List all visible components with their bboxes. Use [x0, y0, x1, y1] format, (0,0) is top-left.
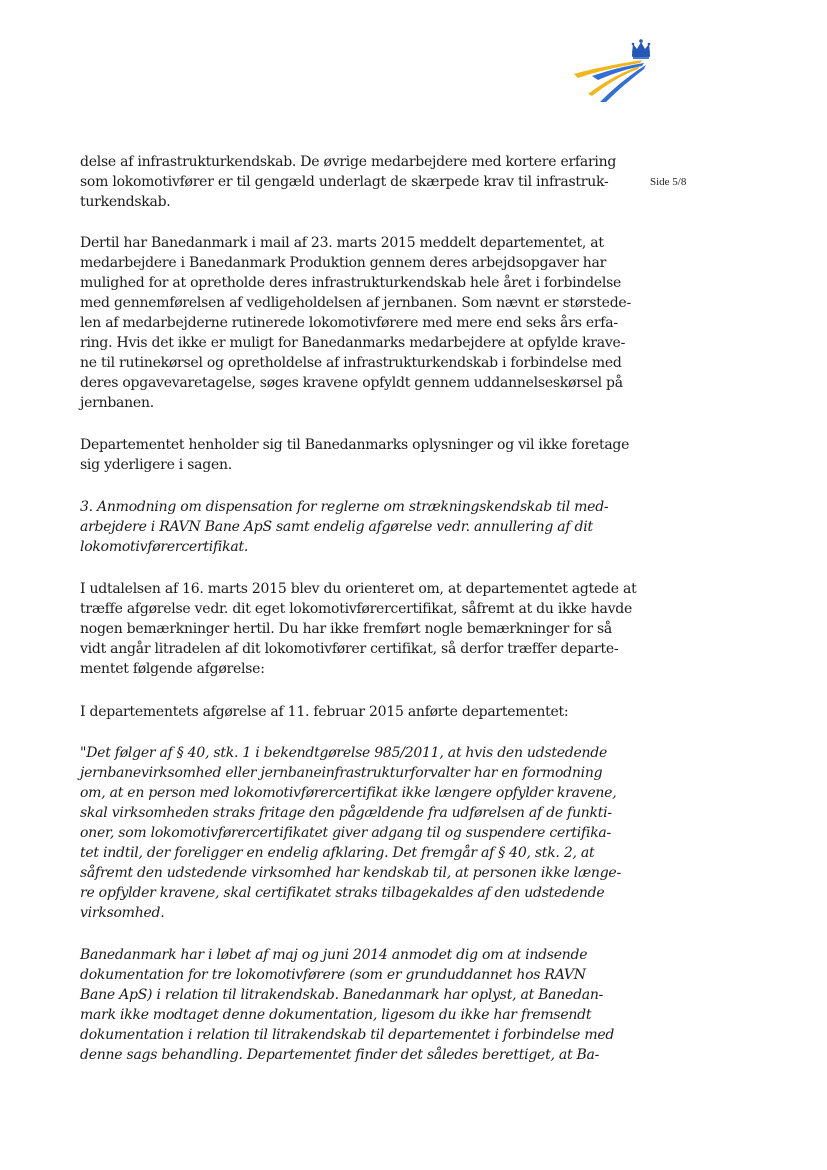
text-line: I departementets afgørelse af 11. februar 2015 anførte departementet: [80, 704, 569, 720]
paragraph-decision-11-february [80, 702, 600, 722]
quote-line: "Det følger af § 40, stk. 1 i bekendtgørelse 985/2011, at hvis den udstedende [80, 745, 607, 761]
quote-paragraph-regulation [80, 743, 621, 923]
quote-line: tet indtil, der foreligger en endelig afklaring. Det fremgår af § 40, stk. 2, at [80, 845, 595, 861]
quote-line: re opfylder kravene, skal certifikatet straks tilbagekaldes af den udstedende [80, 885, 605, 901]
paragraph-statement-16-march [80, 579, 637, 679]
heading-line: lokomotivførercertifikat. [80, 539, 249, 555]
quote-paragraph-documentation [80, 945, 615, 1065]
quote-line: om, at en person med lokomotivførercertifikat ikke længere opfylder kravene, [80, 785, 617, 801]
text-line: medarbejdere i Banedanmark Produktion gennem deres arbejdsopgaver har [80, 255, 607, 271]
document-body [80, 150, 637, 1065]
text-line: jernbanen. [80, 395, 154, 411]
heading-line: arbejdere i RAVN Bane ApS samt endelig afgørelse vedr. annullering af dit [80, 519, 593, 535]
text-line: mentet følgende afgørelse: [80, 661, 265, 677]
text-line: Departementet henholder sig til Banedanmarks oplysninger og vil ikke foretage [80, 437, 630, 453]
quote-line: Banedanmark har i løbet af maj og juni 2014 anmodet dig om at indsende [80, 947, 588, 963]
text-line: I udtalelsen af 16. marts 2015 blev du orienteret om, at departementet agtede at [80, 581, 637, 597]
text-line: deres opgavevaretagelse, søges kravene opfyldt gennem uddannelseskørsel på [80, 375, 623, 391]
quote-line: såfremt den udstedende virksomhed har kendskab til, at personen ikke længe- [80, 865, 621, 881]
section-heading-3 [80, 497, 609, 557]
crown-icon [632, 39, 651, 59]
text-line: med gennemførelsen af vedligeholdelsen af jernbanen. Som nævnt er størstede- [80, 295, 631, 311]
text-line: mulighed for at opretholde deres infrastrukturkendskab hele året i forbindelse [80, 275, 622, 291]
page-number: Side 5/8 [650, 176, 687, 188]
text-line: nogen bemærkninger hertil. Du har ikke fremført nogle bemærkninger for så [80, 621, 612, 637]
quote-line: oner, som lokomotivførercertifikatet giver adgang til og suspendere certifika- [80, 825, 611, 841]
text-line: som lokomotivfører er til gengæld underlagt de skærpede krav til infrastruk- [80, 174, 609, 190]
text-line: turkendskab. [80, 194, 171, 210]
crown-with-rail-tracks-logo-icon [570, 38, 662, 104]
text-line: len af medarbejderne rutinerede lokomotivførere med mere end seks års erfa- [80, 315, 618, 331]
quote-line: virksomhed. [80, 905, 165, 921]
quote-line: denne sags behandling. Departementet finder det således berettiget, at Ba- [80, 1047, 600, 1063]
quote-line: mark ikke modtaget denne dokumentation, ligesom du ikke har fremsendt [80, 1007, 592, 1023]
heading-line: 3. Anmodning om dispensation for reglerne om strækningskendskab til med- [80, 499, 609, 515]
text-line: træffe afgørelse vedr. dit eget lokomotivførercertifikat, såfremt at du ikke havde [80, 601, 633, 617]
text-line: ring. Hvis det ikke er muligt for Banedanmarks medarbejdere at opfylde krave- [80, 335, 626, 351]
paragraph-banedanmark-mail [80, 233, 631, 413]
text-line: Dertil har Banedanmark i mail af 23. marts 2015 meddelt departementet, at [80, 235, 604, 251]
text-line: delse af infrastrukturkendskab. De øvrige medarbejdere med kortere erfaring [80, 154, 617, 170]
text-line: ne til rutinekørsel og opretholdelse af infrastrukturkendskab i forbindelse med [80, 355, 622, 371]
text-line: sig yderligere i sagen. [80, 457, 232, 473]
quote-line: dokumentation i relation til litrakendskab til departementet i forbindelse med [80, 1027, 615, 1043]
quote-line: skal virksomheden straks fritage den pågældende fra udførelsen af de funkti- [80, 805, 612, 821]
quote-line: Bane ApS) i relation til litrakendskab. Banedanmark har oplyst, at Banedan- [80, 987, 604, 1003]
paragraph-department-conclusion [80, 435, 630, 475]
quote-line: dokumentation for tre lokomotivførere (som er grunduddannet hos RAVN [80, 967, 586, 983]
text-line: vidt angår litradelen af dit lokomotivfører certifikat, så derfor træffer departe- [80, 641, 619, 657]
quote-line: jernbanevirksomhed eller jernbaneinfrastrukturforvalter har en formodning [80, 765, 603, 781]
paragraph-infrastructure-knowledge [80, 152, 617, 212]
